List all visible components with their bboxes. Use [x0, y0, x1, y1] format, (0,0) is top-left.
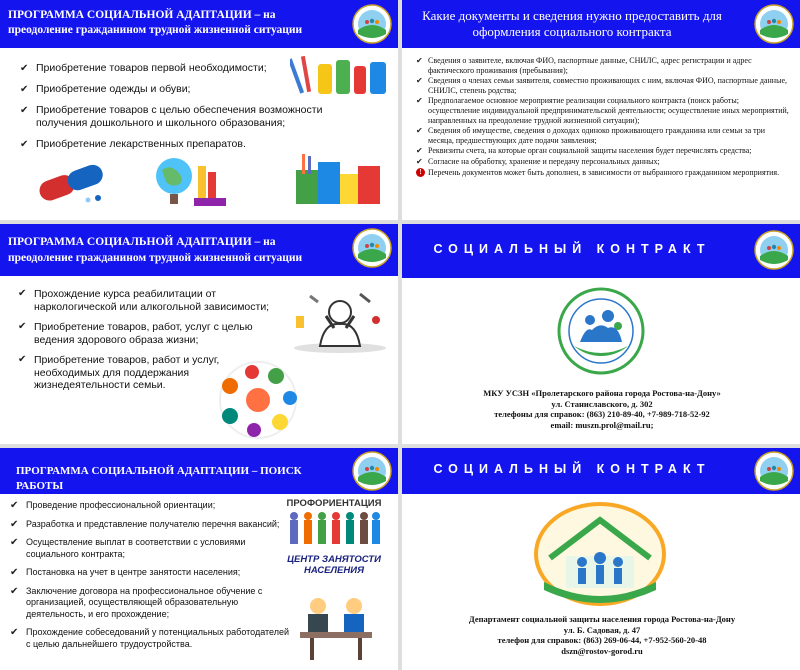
documents-list	[416, 56, 792, 178]
pills-image	[28, 160, 118, 204]
slide-title: Какие документы и сведения нужно предоставить для оформления социального контракта	[422, 8, 722, 39]
stationery-image	[288, 152, 388, 208]
check-icon: ✔	[20, 139, 29, 150]
address: ул. Станиславского, д. 302	[551, 398, 653, 409]
emblem-icon	[754, 230, 794, 270]
emblem-icon	[754, 4, 794, 44]
slide-banner	[402, 448, 800, 494]
employment-center-label: ЦЕНТР ЗАНЯТОСТИ НАСЕЛЕНИЯ	[287, 554, 381, 576]
list-item: ✔ Приобретение товаров, работ и услуг, необходимых для поддержания жизнедеятельности семьи.	[18, 354, 220, 391]
slide-title: ПРОГРАММА СОЦИАЛЬНОЙ АДАПТАЦИИ – ПОИСК РАБОТЫ	[16, 465, 302, 492]
job-list	[10, 500, 290, 657]
list-item: ✔ Предполагаемое основное мероприятие реализации социального контракта (поиск работы; осуществление индивидуальной предпринимательской деятельности; осуществление иных мероприятий, направленных на преодоление трудной жизненной ситуации);	[416, 96, 789, 125]
district-logo-icon	[556, 286, 646, 376]
list-item: ✔ Разработка и представление получателю перечня вакансий;	[10, 518, 280, 530]
contact-block	[422, 388, 782, 430]
slide-healthy-lifestyle	[0, 224, 398, 444]
slide-banner	[402, 224, 800, 278]
check-icon: ✔	[416, 56, 423, 65]
department-logo-icon	[530, 498, 670, 608]
list-item: ✔ Заключение договора на профессиональное обучение с организацией, осуществляющей образовательную деятельность, и его прохождение;	[10, 585, 263, 619]
check-icon: ✔	[10, 585, 19, 597]
list-item: ✔ Прохождение собеседований у потенциальных работодателей с целью дальнейшего трудоустройства.	[10, 627, 290, 649]
emblem-icon	[352, 4, 392, 44]
slide-banner	[0, 448, 398, 494]
address: ул. Б. Садовая, д. 47	[563, 624, 641, 635]
check-icon: ✔	[10, 500, 19, 511]
email-link[interactable]: email: muszn.prol@mail.ru;	[550, 419, 654, 430]
list-item: ✔ Приобретение товаров первой необходимости;	[20, 62, 267, 74]
slide-banner	[402, 0, 800, 48]
slide-title: СОЦИАЛЬНЫЙ КОНТРАКТ	[433, 242, 711, 256]
check-icon: ✔	[416, 156, 423, 166]
list-item: ✔ Проведение профессиональной ориентации;	[10, 500, 216, 511]
list-item: ✔ Осуществление выплат в соответствии с условиями социального контракта;	[10, 537, 246, 559]
list-item: ✔ Реквизиты счета, на которые орган социальной защиты населения будет перечислять средства;	[416, 146, 752, 156]
slide-banner	[0, 224, 398, 276]
check-icon: ✔	[10, 537, 19, 548]
check-icon: ✔	[10, 567, 19, 578]
slide-title: ПРОГРАММА СОЦИАЛЬНОЙ АДАПТАЦИИ – на преодоление гражданином трудной жизненной ситуации	[8, 236, 303, 264]
household-goods-image	[290, 50, 394, 98]
list-item: ✔ Прохождение курса реабилитации от наркологической или алкогольной зависимости;	[18, 288, 270, 313]
list-item: ✔ Приобретение товаров, работ, услуг с целью ведения здорового образа жизни;	[18, 321, 253, 346]
list-item-warning: ! Перечень документов может быть дополнен, в зависимости от выбранного гражданином мероприятия.	[416, 168, 792, 178]
list-item: ✔ Приобретение одежды и обуви;	[20, 83, 191, 95]
phone: телефоны для справок: (863) 210-89-40, +7-989-718-52-92	[494, 409, 710, 419]
exclamation-icon: !	[416, 168, 425, 177]
check-icon: ✔	[416, 126, 423, 136]
school-supplies-image	[150, 152, 230, 208]
emblem-icon	[352, 451, 392, 491]
addiction-image	[290, 286, 390, 356]
check-icon: ✔	[18, 321, 27, 332]
slide-title: ПРОГРАММА СОЦИАЛЬНОЙ АДАПТАЦИИ – на преодоление гражданином трудной жизненной ситуации	[8, 9, 303, 36]
emblem-icon	[352, 228, 392, 268]
list-item: ✔ Сведения о членах семьи заявителя, совместно проживающих с ним, включая ФИО, паспортные данные, СНИЛС, степень родства;	[416, 76, 787, 95]
slide-goods-program	[0, 0, 398, 220]
check-icon: ✔	[416, 76, 423, 86]
slide-contract-city	[402, 448, 800, 670]
email-link[interactable]: dszn@rostov-gorod.ru	[561, 645, 643, 656]
interview-image	[296, 580, 376, 664]
list-item: ✔ Сведения о заявителе, включая ФИО, паспортные данные, СНИЛС, адрес регистрации и адрес фактического проживания (пребывания);	[416, 56, 752, 75]
contact-block	[422, 614, 782, 656]
list-item: ✔ Постановка на учет в центре занятости населения;	[10, 567, 241, 578]
career-guidance-label: ПРОФОРИЕНТАЦИЯ	[286, 498, 382, 509]
org-name: Департамент социальной защиты населения города Ростова-на-Дону	[468, 614, 736, 624]
slide-banner	[0, 0, 398, 48]
check-icon: ✔	[18, 354, 27, 365]
phone: телефон для справок: (863) 269-06-44, +7-952-560-20-48	[497, 635, 707, 645]
slide-contract-district	[402, 224, 800, 444]
professions-image	[286, 510, 382, 546]
check-icon: ✔	[416, 96, 423, 106]
check-icon: ✔	[18, 288, 27, 299]
list-item: ✔ Сведения об имуществе, сведения о доходах одиноко проживающего гражданина или семьи за три месяца, предшествующих дате подачи заявления;	[416, 126, 766, 145]
emblem-icon	[754, 451, 794, 491]
org-name: МКУ УСЗН «Пролетарского района города Ростова-на-Дону»	[483, 388, 721, 398]
slide-job-search	[0, 448, 398, 670]
check-icon: ✔	[20, 84, 29, 95]
list-item: ✔ Согласие на обработку, хранение и передачу персональных данных;	[416, 156, 660, 166]
check-icon: ✔	[10, 518, 19, 530]
check-icon: ✔	[20, 63, 29, 74]
sports-health-image	[210, 358, 306, 442]
check-icon: ✔	[10, 627, 19, 638]
check-icon: ✔	[20, 105, 29, 116]
slide-documents	[402, 0, 800, 220]
list-item: ✔ Приобретение товаров с целью обеспечения возможности получения дошкольного и школьного образования;	[20, 104, 323, 129]
list-item: ✔ Приобретение лекарственных препаратов.	[20, 138, 246, 150]
slide-title: СОЦИАЛЬНЫЙ КОНТРАКТ	[433, 462, 711, 476]
check-icon: ✔	[416, 146, 423, 156]
